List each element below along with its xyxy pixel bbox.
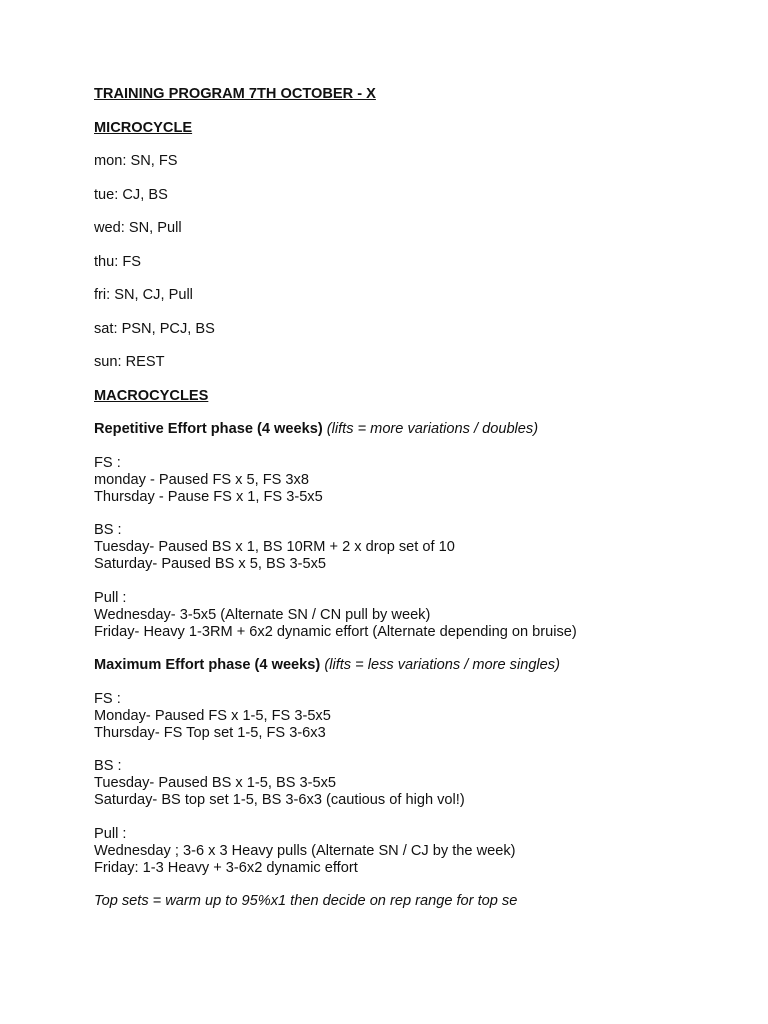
footnote: Top sets = warm up to 95%x1 then decide on rep range for top se [94,893,518,909]
maximum-bs-line: Tuesday- Paused BS x 1-5, BS 3-5x5 [94,775,337,791]
maximum-bs-label: BS : [94,758,122,774]
document-page [94,86,744,910]
microcycle-day-thu: thu: FS [94,253,142,270]
maximum-fs-line: Thursday- FS Top set 1-5, FS 3-6x3 [94,724,326,741]
maximum-pull-line: Wednesday ; 3-6 x 3 Heavy pulls (Alternate SN / CJ by the week) [94,842,516,859]
microcycle-day-sun: sun: REST [94,354,165,370]
repetitive-bs-label: BS : [94,522,122,538]
repetitive-fs-line: Thursday - Pause FS x 1, FS 3-5x5 [94,488,323,505]
microcycle-day-tue: tue: CJ, BS [94,186,168,203]
maximum-bs-line: Saturday- BS top set 1-5, BS 3-6x3 (cautious of high vol!) [94,792,465,808]
repetitive-phase-heading [94,421,744,438]
microcycle-day-sat: sat: PSN, PCJ, BS [94,320,215,337]
document-title: TRAINING PROGRAM 7TH OCTOBER - X [94,86,376,102]
repetitive-bs-line: Tuesday- Paused BS x 1, BS 10RM + 2 x drop set of 10 [94,539,455,555]
microcycle-day-fri: fri: SN, CJ, Pull [94,287,193,303]
repetitive-phase-title: Repetitive Effort phase (4 weeks) [94,421,323,437]
repetitive-pull-label: Pull : [94,589,127,606]
maximum-phase-heading [94,657,744,674]
repetitive-fs-label: FS : [94,454,121,471]
microcycle-heading: MICROCYCLE [94,119,193,136]
repetitive-phase-note: (lifts = more variations / doubles) [326,421,539,437]
microcycle-day-mon: mon: SN, FS [94,153,178,169]
maximum-phase-note: (lifts = less variations / more singles) [324,657,560,673]
maximum-pull-label: Pull : [94,825,127,842]
maximum-phase-title: Maximum Effort phase (4 weeks) [94,657,321,673]
macrocycles-heading: MACROCYCLES [94,387,209,404]
maximum-pull-line: Friday: 1-3 Heavy + 3-6x2 dynamic effort [94,859,358,876]
repetitive-pull-line: Wednesday- 3-5x5 (Alternate SN / CN pull by week) [94,606,431,623]
maximum-fs-label: FS : [94,690,121,707]
repetitive-pull-line: Friday- Heavy 1-3RM + 6x2 dynamic effort (Alternate depending on bruise) [94,623,577,640]
maximum-fs-line: Monday- Paused FS x 1-5, FS 3-5x5 [94,707,331,724]
repetitive-bs-line: Saturday- Paused BS x 5, BS 3-5x5 [94,556,327,572]
repetitive-fs-line: monday - Paused FS x 5, FS 3x8 [94,471,309,488]
microcycle-day-wed: wed: SN, Pull [94,220,182,236]
